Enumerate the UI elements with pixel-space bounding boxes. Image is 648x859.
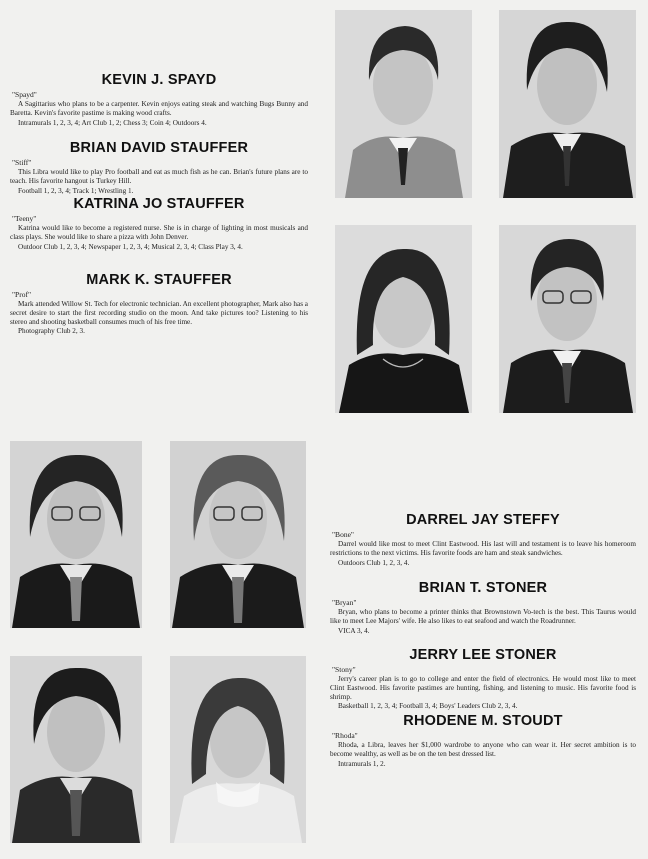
student-name: JERRY LEE STONER [409, 647, 557, 663]
entry-kevin-spayd [10, 72, 308, 127]
portrait-darrel-steffy [10, 441, 142, 628]
student-activities: Basketball 1, 2, 3, 4; Football 3, 4; Boys' Leaders Club 2, 3, 4. [338, 702, 518, 711]
student-bio: A Sagittarius who plans to be a carpenter. Kevin enjoys eating steak and watching Bugs Bunny and Baretta. Kevin's favorite pastime is making wood crafts. [10, 100, 308, 117]
student-activities: Outdoors Club 1, 2, 3, 4. [338, 558, 410, 567]
student-name: KATRINA JO STAUFFER [73, 196, 245, 212]
student-activities: Intramurals 1, 2, 3, 4; Art Club 1, 2; Chess 3; Coin 4; Outdoors 4. [18, 118, 207, 127]
student-bio: Rhoda, a Libra, leaves her $1,000 wardrobe to anyone who can wear it. Her secret ambition is to become wealthy, as well as be on the ten best dressed list. [330, 741, 636, 758]
student-bio: Bryan, who plans to become a printer thinks that Brownstown Vo-tech is the best. This Taurus would like to meet Lee Majors' wife. He also likes to eat seafood and watch the Roadrunner. [330, 608, 636, 625]
student-name: MARK K. STAUFFER [86, 272, 232, 288]
entry-mark-stauffer [10, 272, 308, 336]
student-nickname: "Stiff" [12, 158, 32, 167]
student-nickname: "Bone" [332, 530, 354, 539]
entry-katrina-stauffer [10, 196, 308, 251]
student-bio: Katrina would like to become a registered nurse. She is in charge of lighting in most musicals and class plays. She would like to share a pizza with John Denver. [10, 224, 308, 241]
entry-jerry-stoner [330, 647, 636, 711]
portrait-brian-t-stoner [170, 441, 306, 628]
student-bio: Mark attended Willow St. Tech for electronic technician. An excellent photographer, Mark also has a secret desire to start the first recording studio on the moon. And take pictures too? Listening to his stereo and shooting basketball consumes much of his free time. [10, 300, 308, 326]
portrait-mark-stauffer [499, 225, 636, 413]
student-nickname: "Prof" [12, 290, 32, 299]
portrait-rhodene-stoudt [170, 656, 306, 843]
student-activities: VICA 3, 4. [338, 626, 370, 635]
student-name: BRIAN DAVID STAUFFER [69, 140, 249, 156]
student-bio: Jerry's career plan is to go to college and enter the field of electronics. He would most like to meet Clint Eastwood. His favorite pastimes are hunting, fishing, and listening to music. His favorite food is shrimp. [330, 675, 636, 701]
student-name: RHODENE M. STOUDT [403, 713, 563, 729]
entry-rhodene-stoudt [330, 713, 636, 768]
student-name: KEVIN J. SPAYD [101, 72, 217, 88]
student-nickname: "Rhoda" [332, 731, 358, 740]
student-nickname: "Stony" [332, 665, 356, 674]
student-nickname: "Teeny" [12, 214, 37, 223]
entry-brian-t-stoner [330, 580, 636, 635]
student-activities: Photography Club 2, 3. [18, 327, 85, 336]
portrait-jerry-stoner [10, 656, 142, 843]
portrait-katrina-stauffer [335, 225, 472, 413]
entry-darrel-steffy [330, 512, 636, 567]
portrait-kevin-spayd [335, 10, 472, 198]
student-nickname: "Spayd" [12, 90, 37, 99]
student-nickname: "Bryan" [332, 598, 357, 607]
student-name: DARREL JAY STEFFY [406, 512, 560, 528]
student-name: BRIAN T. STONER [418, 580, 548, 596]
student-activities: Outdoor Club 1, 2, 3, 4; Newspaper 1, 2, 3, 4; Musical 2, 3, 4; Class Play 3, 4. [18, 242, 243, 251]
student-activities: Football 1, 2, 3, 4; Track 1; Wrestling 1. [18, 186, 134, 195]
entry-brian-david-stauffer [10, 140, 308, 195]
student-activities: Intramurals 1, 2. [338, 759, 386, 768]
student-bio: Darrel would like most to meet Clint Eastwood. His last will and testament is to leave his homeroom restrictions to the next victims. His favorite foods are ham and steak sandwiches. [330, 540, 636, 557]
portrait-brian-stauffer [499, 10, 636, 198]
student-bio: This Libra would like to play Pro football and eat as much fish as he can. Brian's future plans are to teach. His favorite hangout is Turkey Hill. [10, 168, 308, 185]
